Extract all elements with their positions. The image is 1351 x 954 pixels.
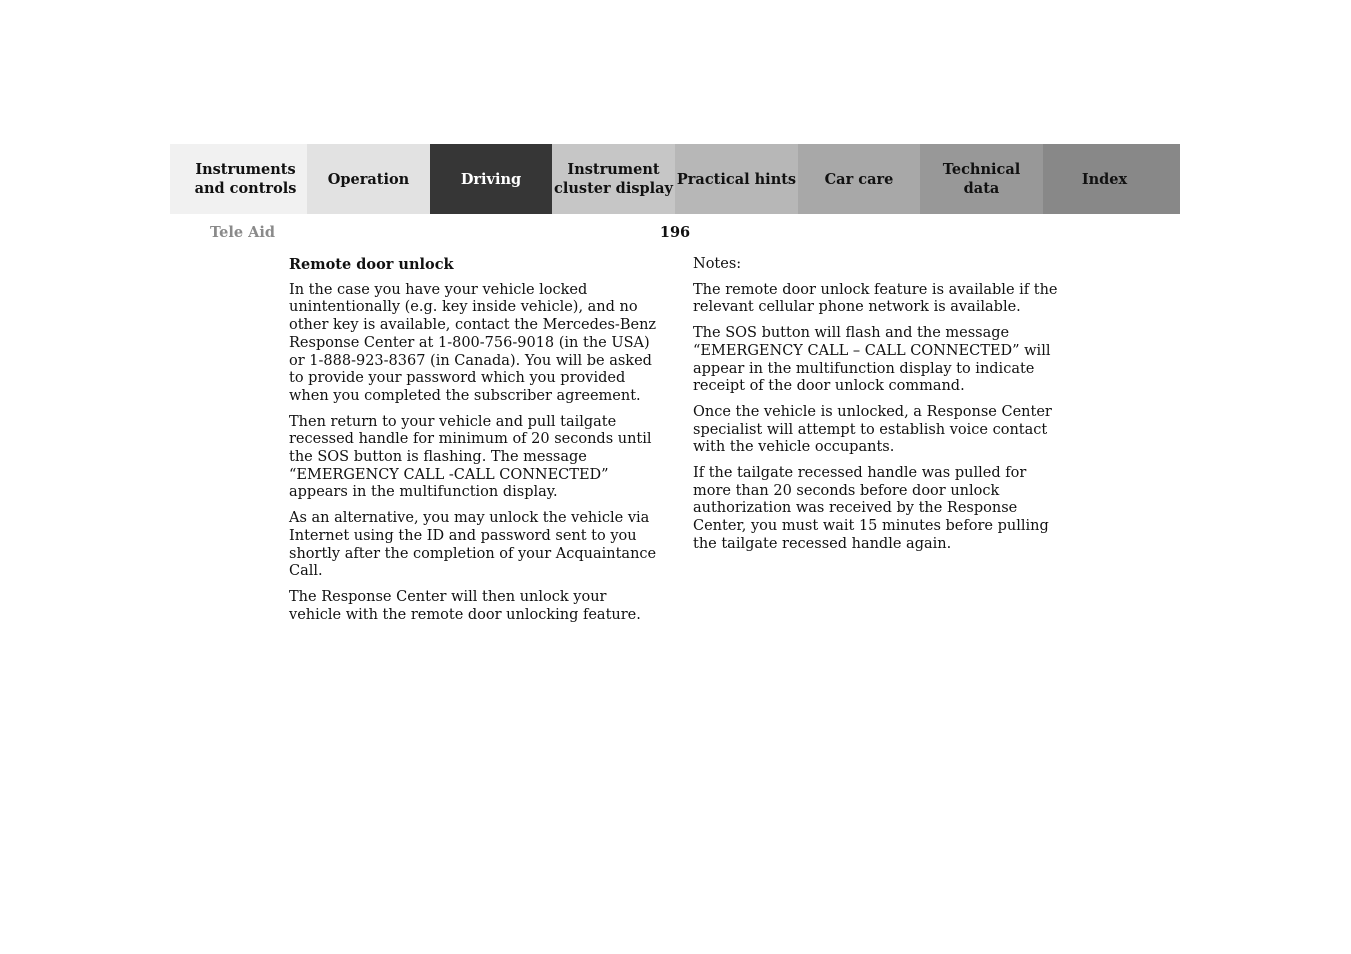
tab-operation[interactable]: Operation: [307, 144, 430, 214]
note-paragraph: The SOS button will flash and the message “EMERGENCY CALL – CALL CONNECTED” will appear in the multifunction display to indicate receipt of the door unlock command.: [693, 325, 1051, 395]
tab-instruments-and-controls[interactable]: Instruments and controls: [170, 144, 307, 214]
tab-driving[interactable]: Driving: [430, 144, 552, 214]
paragraph: Then return to your vehicle and pull tailgate recessed handle for minimum of 20 seconds until the SOS button is flashing. The message “EMERGENCY CALL -CALL CONNECTED” appears in the multifunction display.: [289, 413, 652, 501]
tab-index[interactable]: Index: [1043, 144, 1180, 214]
paragraph: As an alternative, you may unlock the vehicle via Internet using the ID and password sent to you shortly after the completion of your Acquaintance Call.: [289, 510, 657, 580]
section-heading: Remote door unlock: [289, 256, 454, 273]
note-paragraph: If the tailgate recessed handle was pulled for more than 20 seconds before door unlock authorization was received by the Response Center, you must wait 15 minutes before pulling the tailgate recessed handle again.: [693, 465, 1049, 552]
note-paragraph: Once the vehicle is unlocked, a Response Center specialist will attempt to establish voice contact with the vehicle occupants.: [693, 403, 1052, 456]
tab-technical-data[interactable]: Technical data: [920, 144, 1043, 214]
tab-practical-hints[interactable]: Practical hints: [675, 144, 798, 214]
tab-instrument-cluster-display[interactable]: Instrument cluster display: [552, 144, 675, 214]
paragraph: In the case you have your vehicle locked unintentionally (e.g. key inside vehicle), and no other key is available, contact the Mercedes-Benz Response Center at 1-800-756-9018 (in the USA) or 1-888-923-8367 (in Canada). You will be asked to provide your password which you provided when you completed the subscriber agreement.: [289, 281, 657, 404]
section-label: Tele Aid: [210, 224, 276, 241]
tab-car-care[interactable]: Car care: [798, 144, 920, 214]
page-number: 196: [659, 224, 691, 241]
paragraph: The Response Center will then unlock your vehicle with the remote door unlocking feature.: [289, 588, 641, 623]
notes-label: Notes:: [693, 256, 742, 272]
left-column: [289, 256, 659, 632]
note-paragraph: The remote door unlock feature is available if the relevant cellular phone network is available.: [693, 281, 1058, 316]
chapter-tab-bar: [170, 144, 1180, 214]
right-column: [693, 256, 1065, 562]
